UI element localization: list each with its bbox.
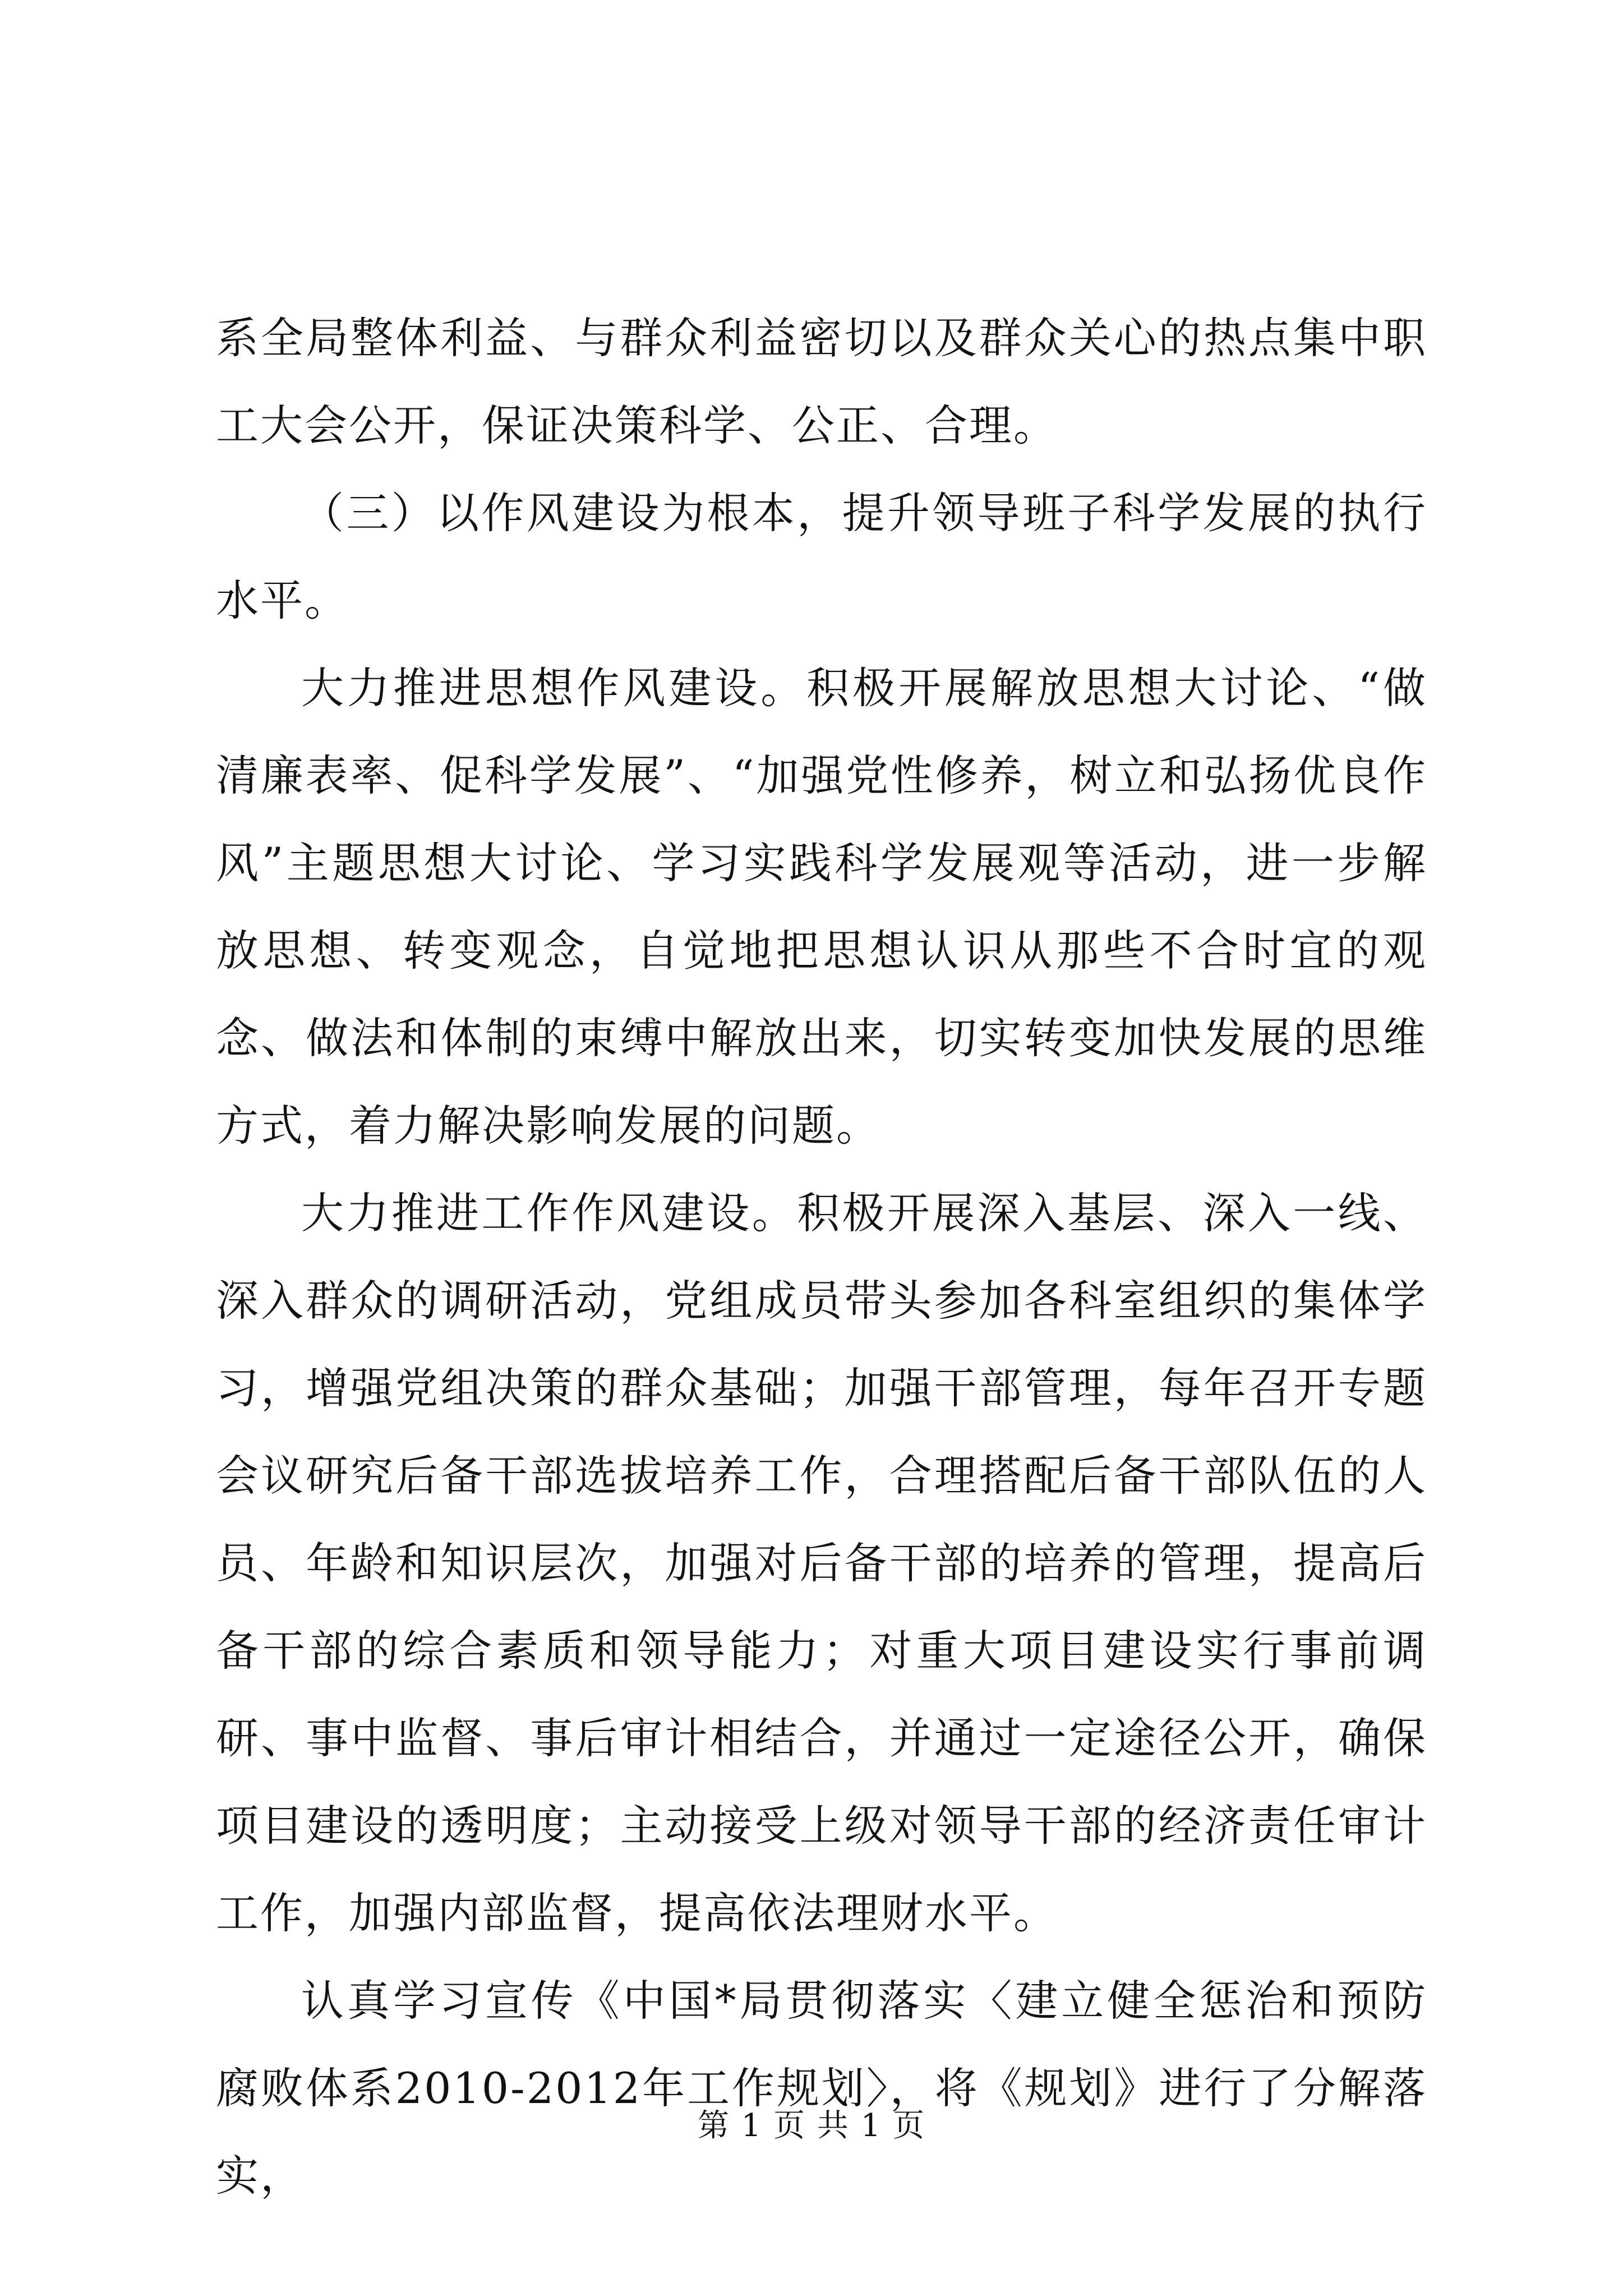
paragraph-study-plan: 认真学习宣传《中国*局贯彻落实〈建立健全惩治和预防腐败体系2010-2012年工作规划〉，将《规划》进行了分解落实， xyxy=(216,1976,1427,2201)
section-heading: （三）以作风建设为根本，提升领导班子科学发展的执行水平。 xyxy=(216,488,1427,625)
document-body xyxy=(216,295,1427,2220)
paragraph-ideological-style: 大力推进思想作风建设。积极开展解放思想大讨论、“做清廉表率、促科学发展”、“加强党性修养，树立和弘扬优良作风”主题思想大讨论、学习实践科学发展观等活动，进一步解放思想、转变观念，自觉地把思想认识从那些不合时宜的观念、做法和体制的束缚中解放出来，切实转变加快发展的思维方式，着力解决影响发展的问题。 xyxy=(216,663,1427,1151)
paragraph-work-style: 大力推进工作作风建设。积极开展深入基层、深入一线、深入群众的调研活动，党组成员带头参加各科室组织的集体学习，增强党组决策的群众基础；加强干部管理，每年召开专题会议研究后备干部选拔培养工作，合理搭配后备干部队伍的人员、年龄和知识层次，加强对后备干部的培养的管理，提高后备干部的综合素质和领导能力；对重大项目建设实行事前调研、事中监督、事后审计相结合，并通过一定途径公开，确保项目建设的透明度；主动接受上级对领导干部的经济责任审计工作，加强内部监督，提高依法理财水平。 xyxy=(216,1188,1427,1938)
page-footer: 第 1 页 共 1 页 xyxy=(697,2108,926,2144)
paragraph-continuation: 系全局整体利益、与群众利益密切以及群众关心的热点集中职工大会公开，保证决策科学、公正、合理。 xyxy=(216,313,1427,450)
